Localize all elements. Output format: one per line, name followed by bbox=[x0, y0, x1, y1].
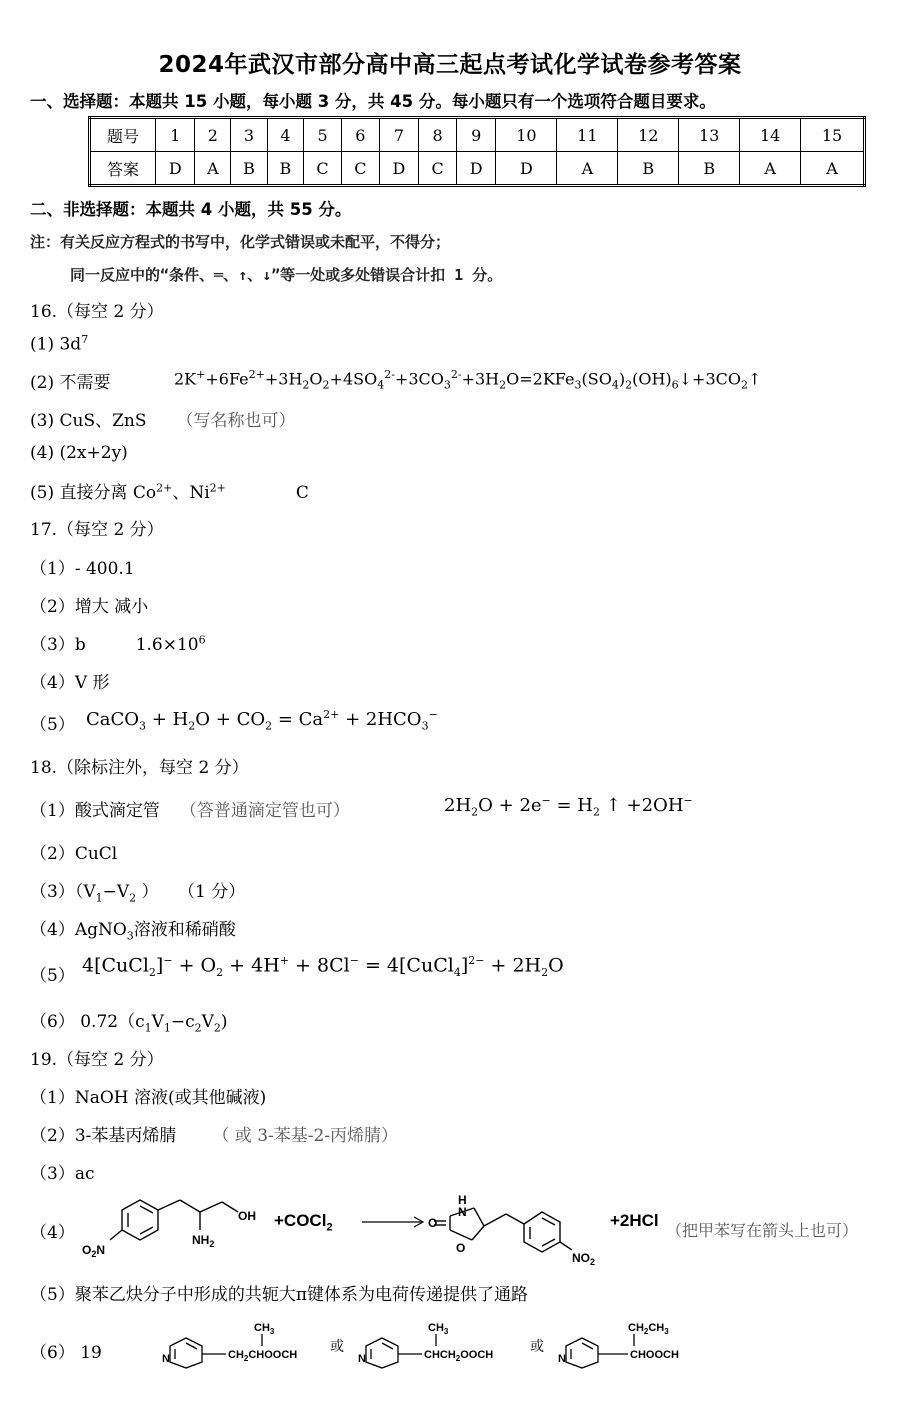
question-number: 5 bbox=[304, 118, 342, 152]
answer-cell: D bbox=[379, 152, 418, 186]
isomer-structure-1 bbox=[160, 1318, 330, 1370]
q19-answer-4-note: （把甲苯写在箭头上也可） bbox=[666, 1221, 859, 1240]
note-line-2: 同一反应中的“条件、═、↑、↓”等一处或多处错误合计扣 1 分。 bbox=[70, 266, 503, 284]
q18-answer-2: （2）CuCl bbox=[30, 844, 118, 864]
q18-answer-1-equation: $2H_2O + 2e^- = H_2$ ↑ +2OH− bbox=[444, 794, 693, 819]
svg-text:N: N bbox=[558, 1353, 566, 1365]
q17-heading: 17.（每空 2 分） bbox=[30, 520, 164, 540]
q16-answer-4: (4) (2x+2y) bbox=[30, 443, 128, 463]
answer-cell: A bbox=[740, 152, 801, 186]
isomer-structure-2 bbox=[356, 1318, 526, 1370]
answer-cell: B bbox=[679, 152, 740, 186]
answer-cell: A bbox=[557, 152, 618, 186]
question-number: 13 bbox=[679, 118, 740, 152]
question-number: 3 bbox=[231, 118, 267, 152]
question-number: 10 bbox=[496, 118, 557, 152]
reaction-arrow-icon bbox=[362, 1214, 426, 1230]
q18-answer-5-label: （5） bbox=[30, 966, 75, 986]
question-number: 11 bbox=[557, 118, 618, 152]
q16-answer-2-equation: $2K^++6Fe^{2+}+3H_2O_2+4SO_4^{2-}+3CO_3^{2-}+3H_2O=2KFe_3(SO_4)_2(OH)_6↓+3CO_2↑$ bbox=[174, 368, 762, 392]
answer-cell: C bbox=[419, 152, 457, 186]
row-label-answer: 答案 bbox=[90, 152, 156, 186]
q16-answer-1: (1) $3d^7$ bbox=[30, 333, 89, 355]
question-number: 6 bbox=[341, 118, 379, 152]
q19-answer-3: （3）ac bbox=[30, 1164, 95, 1184]
question-number: 1 bbox=[156, 118, 195, 152]
svg-text:CH2CHOOCH: $CH_2CHOOCH$ bbox=[228, 1349, 298, 1363]
svg-text:O: O bbox=[456, 1241, 466, 1255]
or-text-2: 或 bbox=[530, 1339, 544, 1355]
section-2-heading: 二、非选择题：本题共 4 小题，共 55 分。 bbox=[30, 200, 352, 219]
q17-answer-1: （1）- 400.1 bbox=[30, 559, 135, 579]
q19-heading: 19.（每空 2 分） bbox=[30, 1050, 164, 1070]
svg-text:CHOOCH: CHOOCH bbox=[630, 1349, 679, 1361]
q18-answer-3: $(3)(V_1-V_2$ ） （1 分） bbox=[30, 882, 246, 905]
question-number: 15 bbox=[801, 118, 865, 152]
question-number: 14 bbox=[740, 118, 801, 152]
svg-text:CH2CH3: $CH_2CH_3$ bbox=[628, 1322, 669, 1336]
q18-answer-6: （6） $0.72(c_1V_1-c_2V_2)$ bbox=[30, 1012, 228, 1035]
svg-text:O: O bbox=[428, 1216, 438, 1230]
answer-cell: C bbox=[341, 152, 379, 186]
q18-heading: 18.（除标注外，每空 2 分） bbox=[30, 758, 249, 778]
answer-cell: B bbox=[267, 152, 303, 186]
answer-cell: A bbox=[801, 152, 865, 186]
q16-answer-3: (3) CuS、ZnS （写名称也可） bbox=[30, 411, 296, 431]
answer-cell: C bbox=[304, 152, 342, 186]
question-number: 7 bbox=[379, 118, 418, 152]
question-number: 2 bbox=[195, 118, 231, 152]
svg-text:N: N bbox=[162, 1353, 170, 1365]
q17-answer-3: （3）b $1.6\times 10^6$ bbox=[30, 633, 206, 655]
svg-text:NH2: $NH_2$ bbox=[192, 1233, 215, 1249]
q19-answer-5: （5）聚苯乙炔分子中形成的共轭大π键体系为电荷传递提供了通路 bbox=[30, 1285, 528, 1305]
row-label-number: 题号 bbox=[90, 118, 156, 152]
question-number: 9 bbox=[456, 118, 495, 152]
q17-answer-4: （4）V 形 bbox=[30, 673, 110, 693]
question-number: 4 bbox=[267, 118, 303, 152]
note-line-1: 注：有关反应方程式的书写中，化学式错误或未配平，不得分； bbox=[30, 233, 451, 251]
q16-answer-5: (5) 直接分离 $Co^{2+}$、$Ni^{2+}$ C bbox=[30, 481, 309, 503]
page-title: 2024年武汉市部分高中高三起点考试化学试卷参考答案 bbox=[158, 52, 742, 78]
q18-answer-1: （1）酸式滴定管 （答普通滴定管也可） bbox=[30, 801, 350, 821]
q17-answer-2: （2）增大 减小 bbox=[30, 597, 149, 617]
q16-answer-2-label: (2) 不需要 bbox=[30, 373, 111, 393]
svg-text:CHCH2OOCH: $CHCH_2OOCH$ bbox=[424, 1349, 494, 1363]
product-structure bbox=[428, 1186, 608, 1268]
svg-text:N: N bbox=[458, 1205, 467, 1219]
section-1-heading: 一、选择题：本题共 15 小题，每小题 3 分，共 45 分。每小题只有一个选项符合题目要求。 bbox=[30, 92, 716, 111]
answer-table bbox=[88, 116, 866, 187]
svg-text:H: H bbox=[458, 1193, 467, 1207]
svg-text:OH: OH bbox=[238, 1209, 256, 1223]
q19-answer-6-label: （6） 19 bbox=[30, 1343, 102, 1363]
q18-answer-4: （4）AgNO$_3$溶液和稀硝酸 bbox=[30, 920, 236, 943]
svg-text:O2N: $O_2N$ bbox=[82, 1243, 106, 1259]
q17-answer-5-label: （5） bbox=[30, 715, 75, 735]
q19-answer-4-label: （4） bbox=[30, 1223, 75, 1243]
svg-text:N: N bbox=[358, 1353, 366, 1365]
q16-heading: 16.（每空 2 分） bbox=[30, 302, 164, 322]
svg-text:NO2: $NO_2$ bbox=[572, 1251, 596, 1267]
q19-product-hcl: +2HCl bbox=[610, 1211, 659, 1230]
reactant-structure bbox=[80, 1182, 280, 1266]
answer-cell: B bbox=[231, 152, 267, 186]
q17-answer-5-equation: CaCO$_3$ + $H_2O + CO_2 = Ca^{2+} + 2HCO_3^-$ bbox=[86, 708, 438, 733]
answer-cell: B bbox=[618, 152, 679, 186]
isomer-structure-3 bbox=[556, 1318, 726, 1370]
or-text-1: 或 bbox=[330, 1339, 344, 1355]
table-row-numbers bbox=[90, 118, 865, 152]
table-row-answers bbox=[90, 152, 865, 186]
svg-text:CH3: $CH_3$ bbox=[428, 1322, 449, 1336]
answer-cell: D bbox=[156, 152, 195, 186]
q19-reagent: +COCl$_2$ bbox=[274, 1211, 333, 1234]
answer-cell: A bbox=[195, 152, 231, 186]
svg-text:CH3: $CH_3$ bbox=[254, 1322, 275, 1336]
q19-answer-2: （2）3-苯基丙烯腈 （ 或 3-苯基-2-丙烯腈） bbox=[30, 1126, 399, 1146]
question-number: 12 bbox=[618, 118, 679, 152]
answer-cell: D bbox=[456, 152, 495, 186]
q18-answer-5-equation: 4[CuCl$_2$]− + $O_2 + 4H^+ + 8Cl^-$ = 4[CuCl$_4$]$^{2-}$ + $2H_2O$ bbox=[82, 954, 564, 980]
question-number: 8 bbox=[419, 118, 457, 152]
answer-cell: D bbox=[496, 152, 557, 186]
q19-answer-1: （1）NaOH 溶液(或其他碱液) bbox=[30, 1088, 267, 1108]
